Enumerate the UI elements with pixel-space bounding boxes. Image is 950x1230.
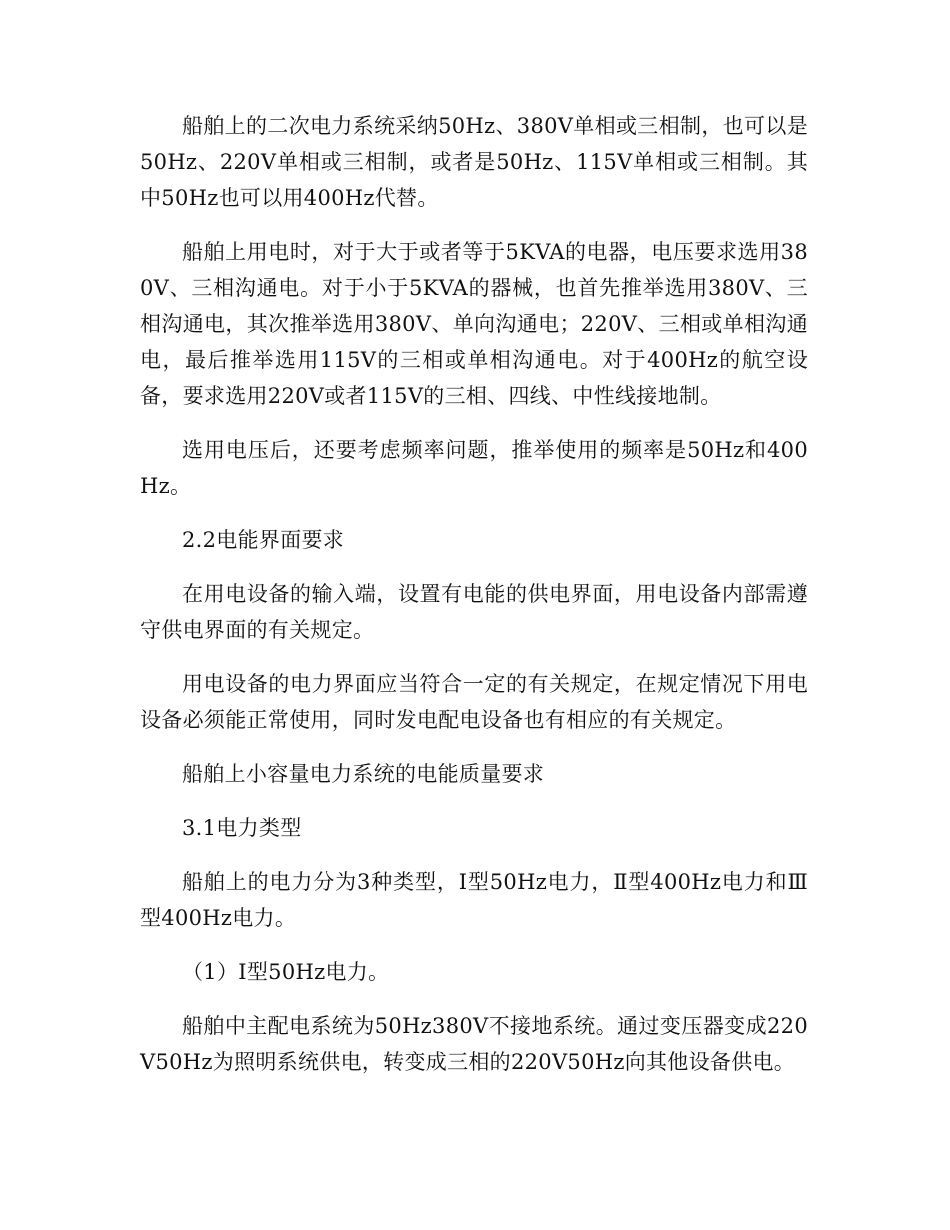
- paragraph-secondary-power-system: 船舶上的二次电力系统采纳50Hz、380V单相或三相制，也可以是50Hz、220V单相或三相制，或者是50Hz、115V单相或三相制。其中50Hz也可以用400Hz代替。: [140, 114, 808, 210]
- subheading-type-1: （1）Ⅰ型50Hz电力。: [182, 960, 390, 984]
- paragraph-main-distribution: 船舶中主配电系统为50Hz380V不接地系统。通过变压器变成220V50Hz为照明系统供电，转变成三相的220V50Hz向其他设备供电。: [140, 1014, 808, 1074]
- paragraph-interface-regulations: 用电设备的电力界面应当符合一定的有关规定，在规定情况下用电设备必须能正常使用，同时发电配电设备也有相应的有关规定。: [140, 672, 808, 732]
- section-heading-2-2: 2.2电能界面要求: [182, 528, 345, 552]
- paragraph-voltage-selection: 船舶上用电时，对于大于或者等于5KVA的电器，电压要求选用380V、三相沟通电。对于小于5KVA的器械，也首先推举选用380V、三相沟通电，其次推举选用380V、单向沟通电；220V、三相或单相沟通电，最后推举选用115V的三相或单相沟通电。对于400Hz的航空设备，要求选用220V或者115V的三相、四线、中性线接地制。: [140, 240, 808, 408]
- paragraph-power-interface: 在用电设备的输入端，设置有电能的供电界面，用电设备内部需遵守供电界面的有关规定。: [140, 582, 808, 642]
- section-heading-power-quality: 船舶上小容量电力系统的电能质量要求: [182, 762, 545, 786]
- document-body: [140, 108, 808, 1098]
- paragraph-power-types: 船舶上的电力分为3种类型，Ⅰ型50Hz电力，Ⅱ型400Hz电力和Ⅲ型400Hz电力。: [140, 870, 808, 930]
- section-heading-3-1: 3.1电力类型: [182, 816, 302, 840]
- paragraph-frequency: 选用电压后，还要考虑频率问题，推举使用的频率是50Hz和400Hz。: [140, 438, 808, 498]
